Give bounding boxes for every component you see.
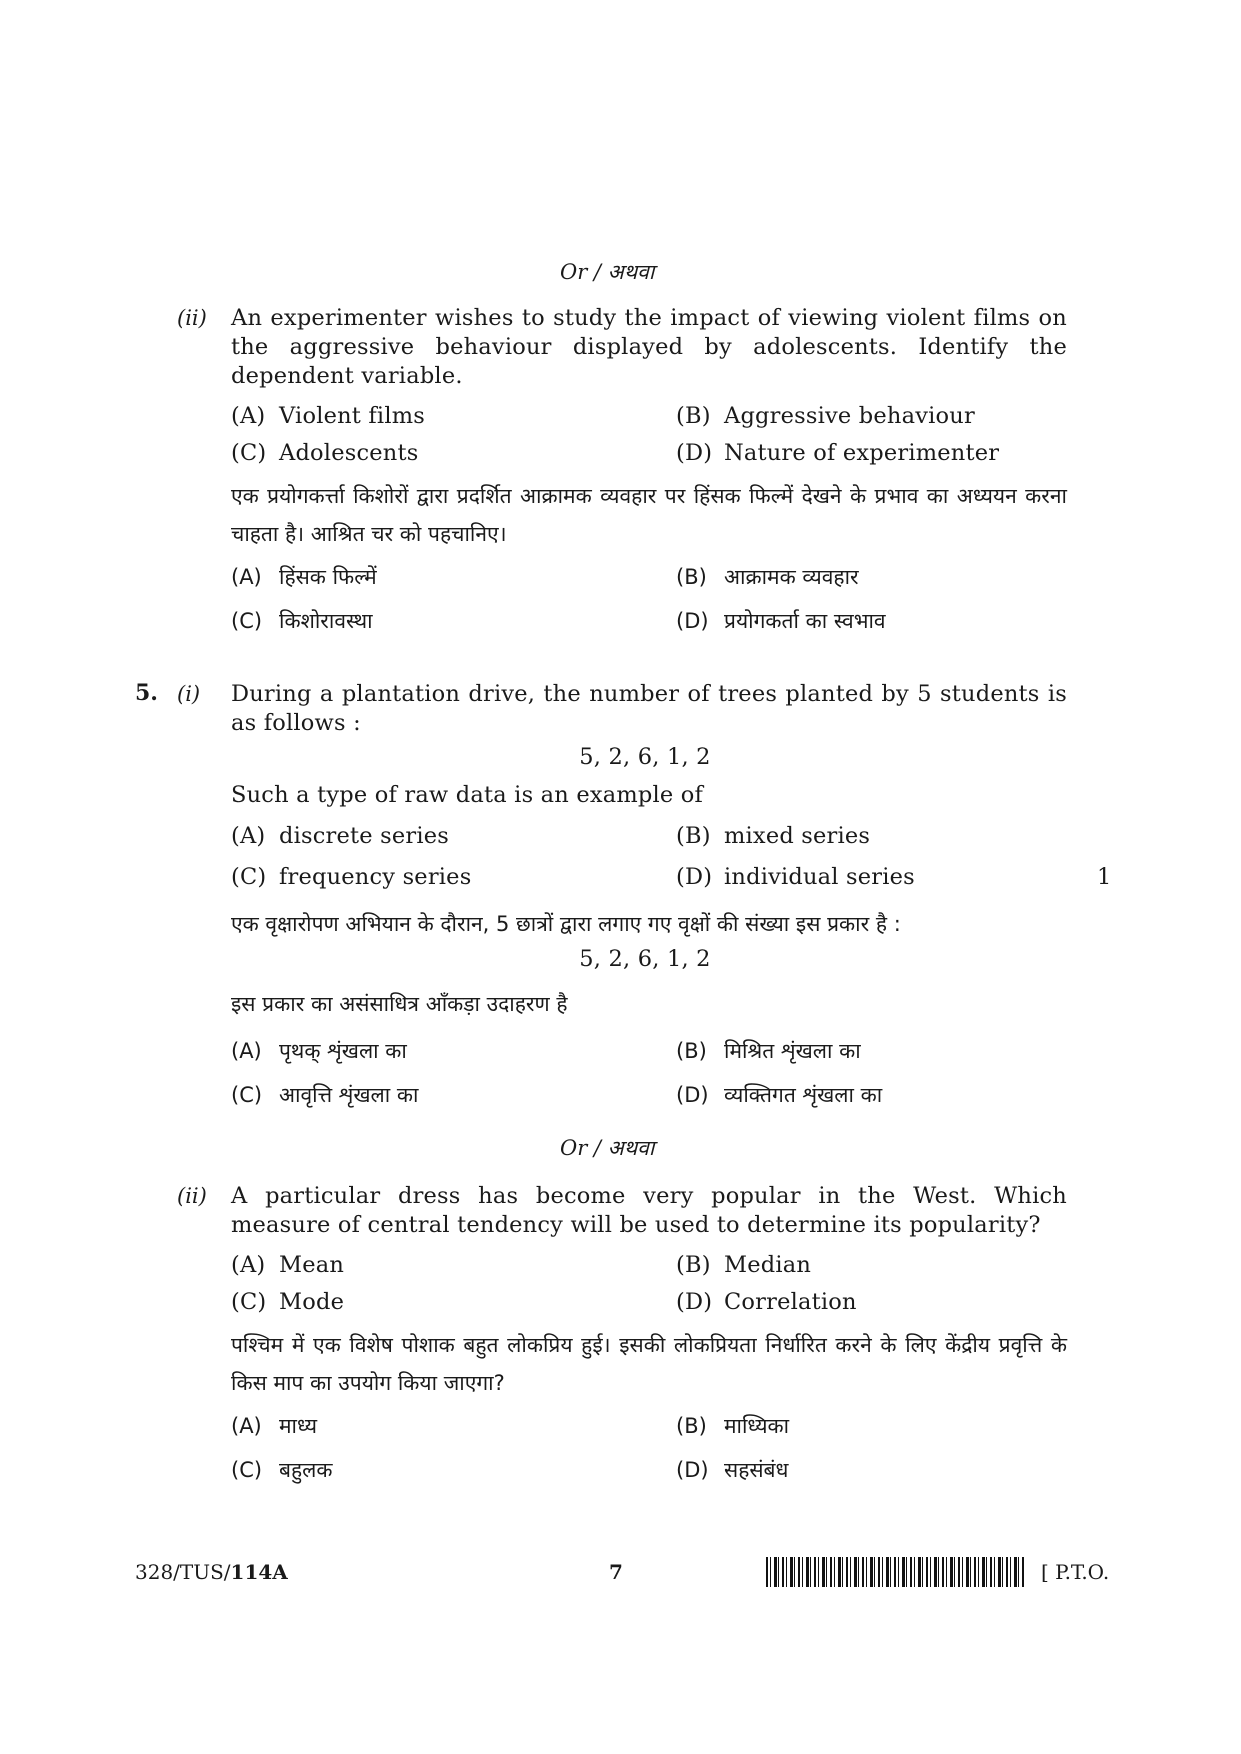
option-a-hindi: (A) हिंसक फिल्में — [231, 565, 377, 589]
option-d-hindi: (D) व्यक्तिगत शृंखला का — [676, 1083, 883, 1107]
subquestion-marker: (ii) — [177, 306, 207, 330]
option-b-hindi: (B) आक्रामक व्यवहार — [676, 565, 859, 589]
option-c: (C) frequency series — [231, 864, 472, 890]
option-a: (A) discrete series — [231, 823, 450, 849]
page-number: 7 — [609, 1560, 623, 1584]
option-d: (D) Nature of experimenter — [676, 440, 1000, 466]
data-values-hindi: 5, 2, 6, 1, 2 — [579, 946, 711, 972]
option-c-hindi: (C) बहुलक — [231, 1458, 333, 1482]
option-b-hindi: (B) माध्यिका — [676, 1414, 790, 1438]
question-text-hindi: एक वृक्षारोपण अभियान के दौरान, 5 छात्रों द्वारा लगाए गए वृक्षों की संख्या इस प्रकार है : — [231, 912, 901, 936]
paper-code: 328/TUS/114A — [135, 1560, 288, 1584]
or-divider: Or / अथवा — [560, 260, 655, 284]
option-b: (B) Median — [676, 1252, 812, 1278]
option-d-hindi: (D) सहसंबंध — [676, 1458, 789, 1482]
question-prompt-hindi: इस प्रकार का असंसाधित्र आँकड़ा उदाहरण है — [231, 992, 568, 1016]
option-d: (D) Correlation — [676, 1289, 857, 1315]
option-c: (C) Mode — [231, 1289, 345, 1315]
option-d-hindi: (D) प्रयोगकर्ता का स्वभाव — [676, 609, 886, 633]
marks: 1 — [1097, 864, 1112, 890]
option-c: (C) Adolescents — [231, 440, 419, 466]
subquestion-marker: (i) — [177, 682, 201, 706]
option-a: (A) Violent films — [231, 403, 425, 429]
or-divider: Or / अथवा — [560, 1136, 655, 1160]
question-text-hindi: एक प्रयोगकर्त्ता किशोरों द्वारा प्रदर्शित आक्रामक व्यवहार पर हिंसक फिल्में देखने के प्रभाव का अध्ययन करना चाहता है। आश्रित चर को पहचानिए। — [231, 484, 1067, 546]
option-d: (D) individual series — [676, 864, 915, 890]
option-c-hindi: (C) आवृत्ति शृंखला का — [231, 1083, 419, 1107]
barcode — [766, 1557, 1024, 1587]
question-text: During a plantation drive, the number of trees planted by 5 students is as follows : — [231, 681, 1067, 736]
question-number: 5. — [135, 680, 158, 706]
pto-label: [ P.T.O. — [1041, 1560, 1110, 1584]
data-values: 5, 2, 6, 1, 2 — [579, 744, 711, 770]
question-prompt: Such a type of raw data is an example of — [231, 782, 704, 808]
option-b: (B) mixed series — [676, 823, 871, 849]
option-c-hindi: (C) किशोरावस्था — [231, 609, 373, 633]
option-b-hindi: (B) मिश्रित शृंखला का — [676, 1039, 861, 1063]
question-text: An experimenter wishes to study the impact of viewing violent films on the aggressive behaviour displayed by adolescents. Identify the dependent variable. — [231, 305, 1067, 389]
option-a-hindi: (A) माध्य — [231, 1414, 318, 1438]
option-a: (A) Mean — [231, 1252, 345, 1278]
option-a-hindi: (A) पृथक् शृंखला का — [231, 1039, 407, 1063]
option-b: (B) Aggressive behaviour — [676, 403, 975, 429]
question-text-hindi: पश्चिम में एक विशेष पोशाक बहुत लोकप्रिय हुई। इसकी लोकप्रियता निर्धारित करने के लिए केंद्रीय प्रवृत्ति के किस माप का उपयोग किया जाएगा? — [231, 1333, 1067, 1395]
subquestion-marker: (ii) — [177, 1184, 207, 1208]
question-text: A particular dress has become very popular in the West. Which measure of central tendency will be used to determine its popularity? — [231, 1183, 1067, 1238]
